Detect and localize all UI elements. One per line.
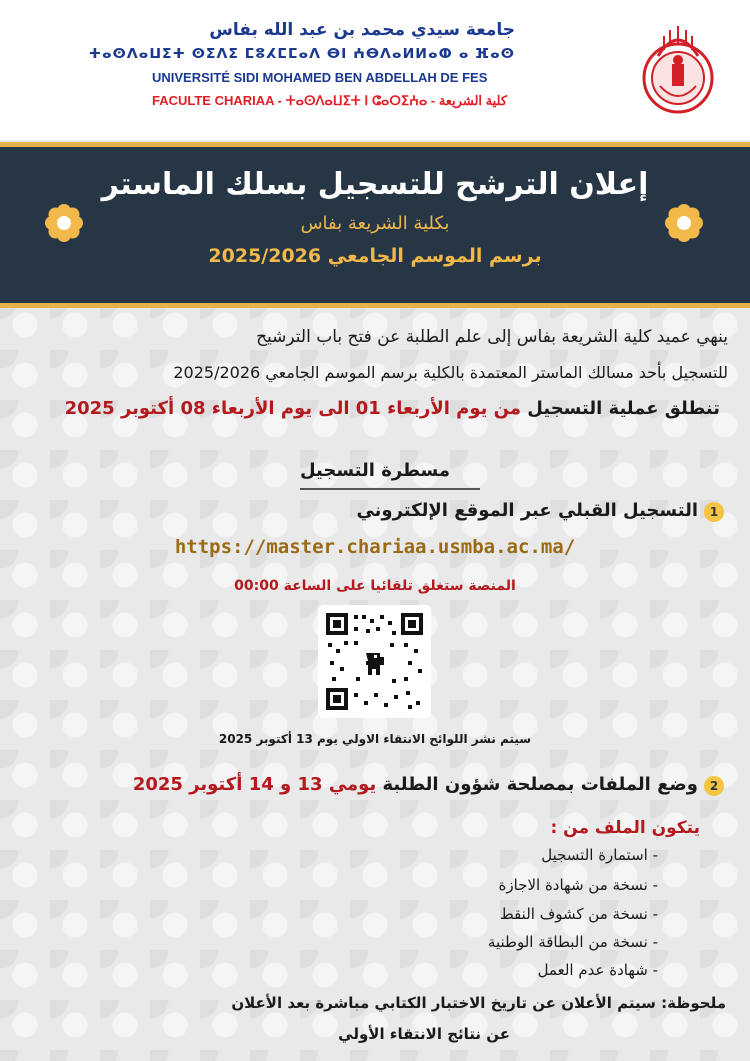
procedure-title-underline — [300, 488, 480, 490]
university-name-arabic: جامعة سيدي محمد بن عبد الله بفاس — [209, 20, 515, 40]
step-2-label: وضع الملفات بمصلحة شؤون الطلبة — [376, 774, 698, 795]
intro-line-2: للتسجيل بأحد مسالك الماستر المعتمدة بالكلية برسم الموسم الجامعي 2025/2026 — [173, 363, 728, 382]
announcement-title: إعلان الترشح للتسجيل بسلك الماستر — [101, 167, 649, 202]
step-1-number: 1 — [704, 502, 724, 522]
qr-code-icon[interactable] — [318, 605, 431, 718]
note-line-1: ملحوظة: سيتم الأعلان عن تاريخ الاختبار الكتابي مباشرة بعد الأعلان — [231, 994, 726, 1012]
registration-period-dates: من يوم الأربعاء 01 الى يوم الأربعاء 08 أكتوبر 2025 — [64, 398, 522, 419]
university-name-tifinagh: ⵜⴰⵙⴷⴰⵡⵉⵜ ⵙⵉⴷⵉ ⵎⵓⵃⵎⵎⴰⴷ ⴱⵏ ⵄⴱⴷⴰⵍⵍⴰⵀ ⴰ ⴼⴰⵙ — [88, 46, 515, 62]
faculty-name: FACULTE CHARIAA - ⵜⴰⵙⴷⴰⵡⵉⵜ ⵏ ⵛⴰⵔⵉⵄⴰ - كلية الشريعة — [152, 93, 508, 108]
academic-year: برسم الموسم الجامعي 2025/2026 — [208, 245, 542, 267]
document-item: - نسخة من البطاقة الوطنية — [487, 933, 658, 951]
step-2 — [133, 774, 724, 796]
document-item: - نسخة من كشوف النقط — [499, 905, 658, 923]
page-header — [0, 0, 750, 140]
step-2-number: 2 — [704, 776, 724, 796]
step-1-label: التسجيل القبلي عبر الموقع الإلكتروني — [356, 500, 698, 521]
university-logo-icon — [630, 16, 726, 118]
results-note: سيتم نشر اللوائح الانتقاء الاولي يوم 13 أكتوبر 2025 — [218, 732, 532, 746]
intro-line-1: ينهي عميد كلية الشريعة بفاس إلى علم الطلبة عن فتح باب الترشيح — [256, 327, 728, 347]
procedure-title: مسطرة التسجيل — [299, 460, 451, 481]
university-name-french: UNIVERSITÉ SIDI MOHAMED BEN ABDELLAH DE FES — [152, 70, 488, 85]
step-1 — [356, 500, 724, 522]
registration-period — [65, 398, 720, 419]
registration-period-label: تنطلق عملية التسجيل — [521, 398, 720, 419]
document-item: - نسخة من شهادة الاجازة — [498, 876, 658, 894]
note-line-2: عن نتائج الانتقاء الأولي — [338, 1025, 510, 1043]
document-item: - شهادة عدم العمل — [537, 961, 658, 979]
platform-closing-note: المنصة ستغلق تلقائيا على الساعة 00:00 — [234, 578, 516, 594]
step-2-dates: يومي 13 و 14 أكتوبر 2025 — [132, 774, 377, 795]
registration-link[interactable]: https://master.chariaa.usmba.ac.ma/ — [174, 536, 576, 558]
announcement-banner — [0, 142, 750, 308]
file-composition-heading: يتكون الملف من : — [550, 818, 700, 838]
announcement-subtitle: بكلية الشريعة بفاس — [300, 213, 450, 234]
document-item: - استمارة التسجيل — [541, 846, 658, 864]
